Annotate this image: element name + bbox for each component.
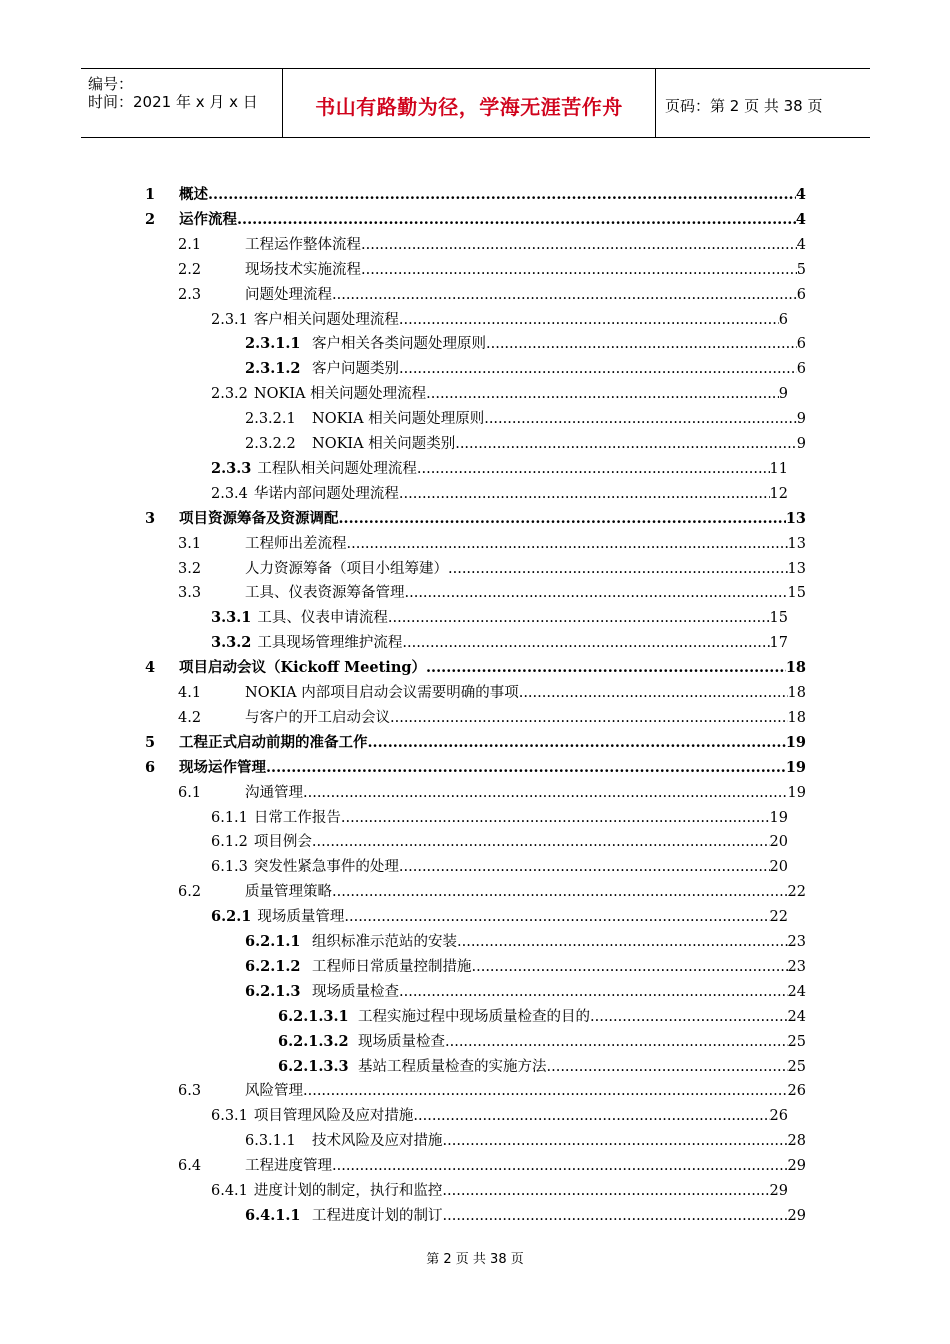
toc-entry-title: 工程进度管理 <box>245 1158 332 1175</box>
document-date-label: 时间：2021 年 x 月 x 日 <box>88 93 258 111</box>
toc-entry-page: 13 <box>785 509 806 527</box>
toc-entry-page: 20 <box>769 859 788 876</box>
page-footer: 第 2 页 共 38 页 <box>426 1252 524 1267</box>
toc-leader-dots <box>484 408 797 430</box>
toc-entry-number: 4.1 <box>178 685 202 701</box>
toc-entry-number: 6.2.1.1 <box>245 933 301 950</box>
toc-entry-number: 2.3.1 <box>211 311 248 328</box>
toc-entry-page: 4 <box>796 236 806 253</box>
toc-entry-page: 4 <box>795 186 806 203</box>
toc-leader-dots <box>332 284 797 306</box>
toc-entry-page: 13 <box>787 535 806 552</box>
toc-entry[interactable] <box>178 1080 806 1102</box>
toc-entry-page: 6 <box>796 286 806 303</box>
toc-entry-page: 19 <box>787 784 806 801</box>
toc-entry[interactable] <box>245 408 806 430</box>
toc-entry-title: 华诺内部问题处理流程 <box>253 485 399 502</box>
header-motto-cell <box>282 69 656 137</box>
toc-leader-dots <box>486 333 797 355</box>
toc-entry-page: 28 <box>787 1133 806 1150</box>
toc-entry-title: 工程运作整体流程 <box>245 236 361 253</box>
toc-entry-title: 客户相关问题处理流程 <box>253 311 399 328</box>
header-page-cell <box>655 69 870 137</box>
toc-entry-title: 现场质量管理 <box>257 909 345 926</box>
toc-leader-dots <box>390 707 788 729</box>
toc-entry-number: 6.1 <box>178 784 202 801</box>
page-header <box>81 68 870 138</box>
toc-entry[interactable] <box>178 707 806 729</box>
toc-entry-number: 2.3.4 <box>211 485 248 502</box>
toc-entry-title: 现场运作管理 <box>179 758 266 776</box>
toc-entry-page: 17 <box>769 635 788 652</box>
toc-entry-title: 项目资源筹备及资源调配 <box>179 509 339 527</box>
toc-leader-dots <box>519 682 788 704</box>
toc-leader-dots <box>399 309 779 331</box>
toc-leader-dots <box>590 1006 788 1028</box>
toc-entry-page: 13 <box>787 560 806 577</box>
toc-entry-title: 项目管理风险及应对措施 <box>253 1108 414 1125</box>
toc-entry[interactable] <box>178 284 806 306</box>
toc-leader-dots <box>344 906 769 928</box>
toc-entry[interactable] <box>178 234 806 256</box>
toc-entry-page: 12 <box>769 485 788 502</box>
document-number-label: 编号： <box>88 75 134 93</box>
toc-entry-number: 6 <box>145 758 156 776</box>
toc-entry[interactable] <box>211 856 788 878</box>
toc-entry-title: 现场质量检查 <box>312 983 399 1000</box>
toc-leader-dots <box>399 358 797 380</box>
toc-entry-title: 沟通管理 <box>245 784 303 801</box>
toc-leader-dots <box>341 807 770 829</box>
toc-entry-number: 6.2.1.3.3 <box>278 1057 349 1075</box>
toc-entry[interactable] <box>178 582 806 604</box>
toc-entry[interactable] <box>211 309 788 331</box>
toc-leader-dots <box>402 632 769 654</box>
toc-entry-title: 问题处理流程 <box>245 286 332 303</box>
toc-entry-number: 3.3.2 <box>211 634 252 652</box>
toc-entry[interactable] <box>245 333 806 355</box>
toc-entry[interactable] <box>245 956 806 978</box>
toc-entry-page: 26 <box>769 1108 788 1125</box>
toc-leader-dots <box>457 931 788 953</box>
toc-leader-dots <box>448 558 788 580</box>
toc-entry-number: 6.1.1 <box>211 809 248 826</box>
toc-entry[interactable] <box>145 508 806 530</box>
toc-entry-number: 6.2.1.3 <box>245 982 301 1000</box>
toc-entry[interactable] <box>245 1130 806 1152</box>
toc-entry-title: 工程师日常质量控制措施 <box>312 958 472 975</box>
toc-entry[interactable] <box>211 458 788 480</box>
toc-entry[interactable] <box>178 782 806 804</box>
toc-entry-page: 9 <box>796 411 806 428</box>
toc-entry-page: 15 <box>787 585 806 602</box>
toc-entry[interactable] <box>145 184 806 206</box>
toc-entry[interactable] <box>245 931 806 953</box>
toc-leader-dots <box>332 881 788 903</box>
toc-entry-title: 日常工作报告 <box>253 809 341 826</box>
toc-entry[interactable] <box>245 358 806 380</box>
toc-leader-dots <box>443 1205 788 1227</box>
toc-leader-dots <box>339 508 786 530</box>
toc-entry[interactable] <box>211 831 788 853</box>
toc-entry-title: 项目例会 <box>253 834 312 851</box>
toc-entry-number: 2.3.2.2 <box>245 436 296 452</box>
header-motto: 书山有路勤为径，学海无涯苦作舟 <box>315 95 623 119</box>
toc-leader-dots <box>443 1130 788 1152</box>
toc-entry-page: 23 <box>787 958 806 975</box>
toc-entry-number: 4.2 <box>178 709 202 726</box>
toc-entry-number: 6.2.1 <box>211 908 252 926</box>
toc-leader-dots <box>455 433 797 455</box>
toc-entry-title: 工具现场管理维护流程 <box>257 635 403 652</box>
toc-leader-dots <box>332 1155 788 1177</box>
toc-entry-title: 客户问题类别 <box>312 361 399 378</box>
toc-entry-title: 现场质量检查 <box>358 1033 445 1050</box>
toc-leader-dots <box>237 209 796 231</box>
toc-entry-page: 4 <box>795 210 806 228</box>
toc-entry-page: 22 <box>787 884 806 901</box>
toc-entry-number: 2.3.1.1 <box>245 335 301 353</box>
toc-entry-number: 6.2 <box>178 884 202 901</box>
toc-entry-number: 3.3 <box>178 585 202 602</box>
toc-entry[interactable] <box>278 1056 806 1078</box>
toc-leader-dots <box>368 732 786 754</box>
toc-entry-title: 质量管理策略 <box>245 884 332 901</box>
toc-entry-title: 工具、仪表申请流程 <box>257 610 388 627</box>
toc-entry-title: 工程进度计划的制订 <box>312 1207 443 1224</box>
toc-entry-page: 29 <box>769 1183 788 1199</box>
toc-entry-number: 6.4 <box>178 1158 202 1175</box>
toc-entry-number: 6.4.1 <box>211 1183 248 1199</box>
toc-entry[interactable] <box>245 1205 806 1227</box>
toc-entry-title: 组织标准示范站的安装 <box>312 934 457 950</box>
toc-entry-page: 18 <box>787 709 806 726</box>
toc-entry-number: 6.3.1 <box>211 1108 248 1125</box>
toc-entry-page: 19 <box>769 809 788 826</box>
toc-entry-number: 6.3 <box>178 1083 202 1100</box>
toc-entry-page: 19 <box>785 758 806 776</box>
toc-entry[interactable] <box>211 906 788 928</box>
toc-leader-dots <box>399 483 770 505</box>
toc-entry-number: 2.3.2 <box>211 386 248 403</box>
toc-entry[interactable] <box>211 483 788 505</box>
toc-entry-number: 6.2.1.3.2 <box>278 1032 349 1050</box>
toc-entry-page: 22 <box>769 909 788 926</box>
toc-entry[interactable] <box>178 259 806 281</box>
toc-leader-dots <box>442 1180 769 1202</box>
toc-entry-number: 2.3.1.2 <box>245 360 301 378</box>
toc-entry-number: 2.3.2.1 <box>245 411 296 428</box>
toc-entry[interactable] <box>245 433 806 455</box>
toc-leader-dots <box>312 831 770 853</box>
toc-leader-dots <box>417 458 770 480</box>
toc-leader-dots <box>361 259 797 281</box>
toc-entry-page: 26 <box>787 1083 806 1100</box>
toc-entry-page: 6 <box>778 311 788 328</box>
toc-entry[interactable] <box>178 533 806 555</box>
toc-entry-title: 突发性紧急事件的处理 <box>253 859 399 876</box>
toc-entry-number: 6.1.2 <box>211 834 248 851</box>
toc-entry[interactable] <box>178 1155 806 1177</box>
toc-entry-title: NOKIA 内部项目启动会议需要明确的事项 <box>245 685 519 701</box>
toc-entry-page: 11 <box>769 460 788 477</box>
toc-entry-title: 风险管理 <box>245 1083 303 1100</box>
toc-entry[interactable] <box>145 732 806 754</box>
toc-entry-title: 概述 <box>179 186 208 203</box>
toc-leader-dots <box>405 582 788 604</box>
toc-entry[interactable] <box>145 757 806 779</box>
toc-entry-page: 9 <box>778 386 788 403</box>
toc-entry[interactable] <box>145 657 806 679</box>
toc-entry[interactable] <box>278 1006 806 1028</box>
toc-entry-title: NOKIA 相关问题类别 <box>312 436 456 452</box>
toc-entry-page: 18 <box>787 685 806 701</box>
toc-entry-title: 人力资源筹备（项目小组筹建） <box>245 560 448 577</box>
toc-entry-number: 4 <box>145 659 156 677</box>
toc-entry[interactable] <box>211 383 788 405</box>
toc-leader-dots <box>399 981 788 1003</box>
toc-entry-number: 3.2 <box>178 560 202 577</box>
toc-entry-title: 进度计划的制定，执行和监控 <box>253 1183 443 1199</box>
toc-entry-title: NOKIA 相关问题处理原则 <box>312 411 485 428</box>
toc-leader-dots <box>426 383 779 405</box>
toc-leader-dots <box>399 856 770 878</box>
header-meta-cell <box>81 69 282 137</box>
toc-entry[interactable] <box>245 981 806 1003</box>
toc-leader-dots <box>413 1105 769 1127</box>
toc-entry[interactable] <box>278 1031 806 1053</box>
toc-entry[interactable] <box>211 1105 788 1127</box>
toc-entry[interactable] <box>178 558 806 580</box>
toc-entry-number: 3.1 <box>178 535 202 552</box>
toc-entry-number: 2 <box>145 210 156 228</box>
toc-entry-title: 工具、仪表资源筹备管理 <box>245 585 405 602</box>
toc-entry-page: 29 <box>787 1158 806 1175</box>
toc-entry-page: 19 <box>785 733 806 751</box>
toc-entry-number: 2.3.3 <box>211 459 252 477</box>
toc-entry-number: 1 <box>145 186 156 203</box>
toc-entry-title: 客户相关各类问题处理原则 <box>312 336 486 353</box>
toc-entry[interactable] <box>211 1180 788 1202</box>
toc-entry-page: 6 <box>796 336 806 353</box>
toc-leader-dots <box>303 1080 788 1102</box>
toc-leader-dots <box>208 184 796 206</box>
toc-entry-title: 工程正式启动前期的准备工作 <box>179 733 368 751</box>
toc-entry-page: 24 <box>787 1008 806 1025</box>
toc-entry-number: 2.1 <box>178 236 202 253</box>
toc-entry[interactable] <box>211 807 788 829</box>
toc-entry[interactable] <box>211 607 788 629</box>
toc-entry-title: 工程师出差流程 <box>245 535 347 552</box>
toc-entry-title: 工程实施过程中现场质量检查的目的 <box>358 1008 590 1025</box>
toc-entry-number: 5 <box>145 733 156 751</box>
toc-entry-number: 6.2.1.3.1 <box>278 1007 349 1025</box>
toc-entry-page: 20 <box>769 834 788 851</box>
toc-entry-number: 6.4.1.1 <box>245 1206 301 1224</box>
toc-leader-dots <box>547 1056 788 1078</box>
toc-entry-title: 技术风险及应对措施 <box>312 1133 443 1150</box>
toc-entry[interactable] <box>211 632 788 654</box>
toc-entry-page: 18 <box>785 659 806 677</box>
toc-leader-dots <box>388 607 770 629</box>
toc-leader-dots <box>472 956 788 978</box>
toc-entry-number: 6.1.3 <box>211 859 248 876</box>
toc-leader-dots <box>347 533 788 555</box>
toc-entry-title: NOKIA 相关问题处理流程 <box>253 386 427 403</box>
toc-entry-page: 9 <box>796 436 806 452</box>
toc-entry-number: 2.2 <box>178 261 202 278</box>
toc-entry-page: 25 <box>787 1033 806 1050</box>
toc-entry-page: 15 <box>769 610 788 627</box>
toc-leader-dots <box>266 757 786 779</box>
toc-entry-page: 5 <box>796 261 806 278</box>
toc-entry-number: 3.3.1 <box>211 609 252 627</box>
header-page-info: 页码：第 2 页 共 38 页 <box>665 97 823 115</box>
toc-leader-dots <box>426 657 786 679</box>
toc-entry-title: 基站工程质量检查的实施方法 <box>358 1058 547 1075</box>
toc-entry-page: 24 <box>787 983 806 1000</box>
toc-entry-page: 6 <box>796 361 806 378</box>
toc-entry-page: 25 <box>787 1058 806 1075</box>
toc-entry[interactable] <box>178 881 806 903</box>
toc-entry-title: 项目启动会议（Kickoff Meeting） <box>179 659 426 677</box>
toc-entry-title: 工程队相关问题处理流程 <box>257 460 417 477</box>
toc-entry-title: 运作流程 <box>179 210 237 228</box>
toc-entry-number: 3 <box>145 509 156 527</box>
toc-entry[interactable] <box>145 209 806 231</box>
toc-entry-page: 23 <box>787 934 806 950</box>
toc-entry-title: 现场技术实施流程 <box>245 261 361 278</box>
toc-entry-title: 与客户的开工启动会议 <box>245 709 390 726</box>
toc-entry-page: 29 <box>787 1207 806 1224</box>
toc-leader-dots <box>445 1031 788 1053</box>
toc-entry-number: 6.2.1.2 <box>245 957 301 975</box>
toc-entry-number: 6.3.1.1 <box>245 1133 296 1150</box>
toc-leader-dots <box>361 234 797 256</box>
toc-leader-dots <box>303 782 788 804</box>
toc-entry-number: 2.3 <box>178 286 202 303</box>
toc-entry[interactable] <box>178 682 806 704</box>
